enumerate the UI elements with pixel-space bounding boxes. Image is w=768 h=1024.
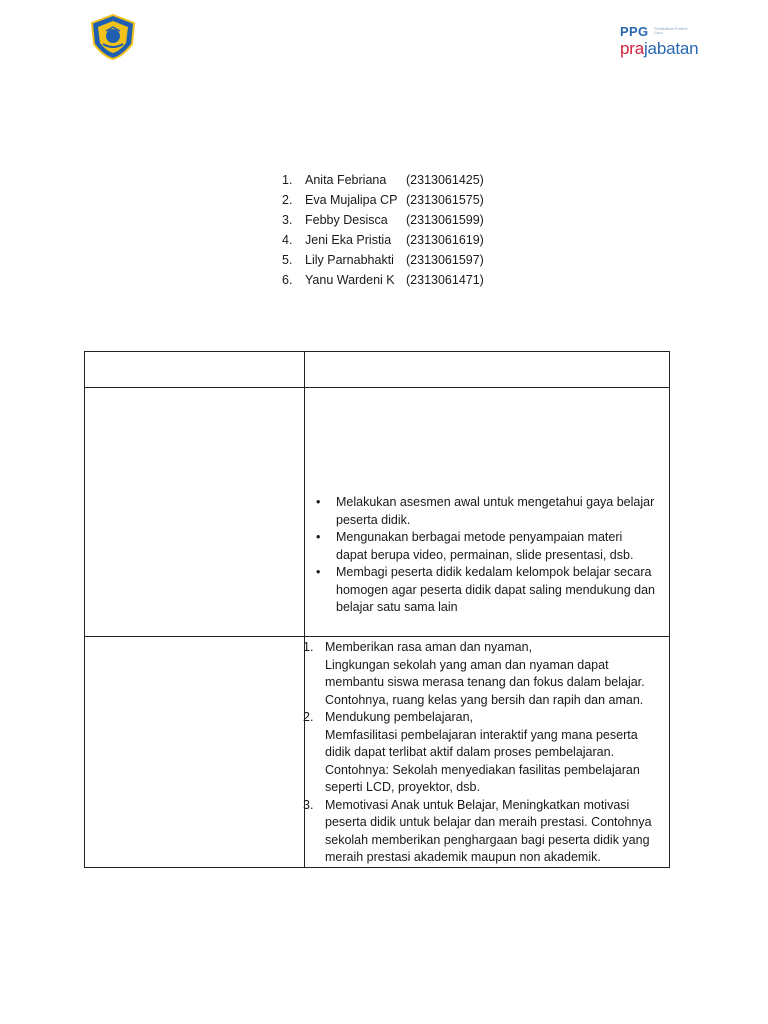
- member-row: [282, 170, 484, 190]
- member-number: 3.: [282, 213, 293, 227]
- member-number: 6.: [282, 273, 293, 287]
- member-name: Febby Desisca: [305, 213, 388, 227]
- item-number: 3.: [303, 797, 314, 812]
- item-text-line: Memberikan rasa aman dan nyaman,: [325, 640, 533, 654]
- table-cell-bullets: [305, 388, 670, 637]
- member-name: Yanu Wardeni K: [305, 273, 395, 287]
- table-cell-empty: [305, 352, 670, 388]
- bullet-list: [305, 388, 669, 627]
- member-id: (2313061471): [406, 273, 484, 287]
- numbered-item: [305, 709, 661, 797]
- bullet-text: Mengunakan berbagai metode penyampaian materi dapat berupa video, permainan, slide presentasi, dsb.: [336, 530, 634, 562]
- member-list: [282, 170, 484, 290]
- member-id: (2313061597): [406, 253, 484, 267]
- member-id: (2313061599): [406, 213, 484, 227]
- item-text-line: Memfasilitasi pembelajaran interaktif yang mana peserta didik dapat terlibat aktif dalam proses pembelajaran. Contohnya: Sekolah menyediakan fasilitas pembelajaran seperti LCD, proyektor, dsb.: [325, 727, 640, 794]
- bullet-item: [313, 494, 657, 529]
- item-text: [325, 709, 661, 797]
- ppg-prajabatan-logo: [620, 24, 712, 64]
- table-row: [85, 637, 670, 868]
- member-name: Lily Parnabhakti: [305, 253, 394, 267]
- table-header-row: [85, 352, 670, 388]
- table-cell-empty: [85, 637, 305, 868]
- item-number: 1.: [303, 640, 314, 654]
- member-name: Jeni Eka Pristia: [305, 233, 392, 247]
- table-cell-empty: [85, 388, 305, 637]
- item-text-line: Mendukung pembelajaran,: [325, 710, 474, 724]
- item-text: [325, 639, 661, 709]
- member-row: [282, 270, 484, 290]
- item-text-line: Memotivasi Anak untuk Belajar, Meningkatkan motivasi peserta didik untuk belajar dan meraih prestasi. Contohnya sekolah memberikan penghargaan bagi peserta didik yang meraih prestasi akademik maupun non akademik.: [325, 797, 652, 864]
- table-cell-empty: [85, 352, 305, 388]
- ppg-logo-wordmark: [620, 39, 698, 59]
- bullet-item: [313, 529, 657, 564]
- member-number: 2.: [282, 193, 293, 207]
- item-text: [325, 797, 661, 867]
- member-number: 5.: [282, 253, 293, 267]
- bullet-icon: •: [316, 495, 321, 509]
- member-name: Eva Mujalipa CP: [305, 193, 398, 207]
- member-id: (2313061425): [406, 173, 484, 187]
- main-table: [84, 351, 670, 868]
- bullet-text: Melakukan asesmen awal untuk mengetahui gaya belajar peserta didik.: [336, 495, 655, 527]
- numbered-list: [305, 637, 669, 867]
- item-text-line: Lingkungan sekolah yang aman dan nyaman dapat membantu siswa merasa tenang dan fokus dalam belajar. Contohnya, ruang kelas yang bersih dan rapih dan aman.: [325, 657, 645, 707]
- ppg-logo-tagline: Pendidikan Profesi Guru: [654, 26, 688, 35]
- bullet-icon: •: [316, 565, 321, 579]
- table-cell-numbered: [305, 637, 670, 868]
- item-number: 2.: [303, 710, 314, 724]
- member-id: (2313061619): [406, 233, 484, 247]
- ppg-logo-part1: pra: [620, 39, 644, 58]
- member-row: [282, 190, 484, 210]
- member-id: (2313061575): [406, 193, 484, 207]
- member-row: [282, 250, 484, 270]
- bullet-text: Membagi peserta didik kedalam kelompok belajar secara homogen agar peserta didik dapat saling mendukung dan belajar satu sama lain: [336, 565, 655, 614]
- numbered-item: [305, 639, 661, 709]
- table-row: [85, 388, 670, 637]
- member-number: 4.: [282, 233, 293, 247]
- bullet-item: [313, 564, 657, 617]
- numbered-item: [305, 797, 661, 867]
- ppg-logo-part2: jabatan: [643, 39, 699, 58]
- member-number: 1.: [282, 173, 293, 187]
- member-row: [282, 210, 484, 230]
- ppg-logo-top: PPG: [620, 24, 649, 39]
- bullet-icon: •: [316, 530, 321, 544]
- university-emblem-icon: [89, 14, 137, 60]
- member-name: Anita Febriana: [305, 173, 387, 187]
- member-row: [282, 230, 484, 250]
